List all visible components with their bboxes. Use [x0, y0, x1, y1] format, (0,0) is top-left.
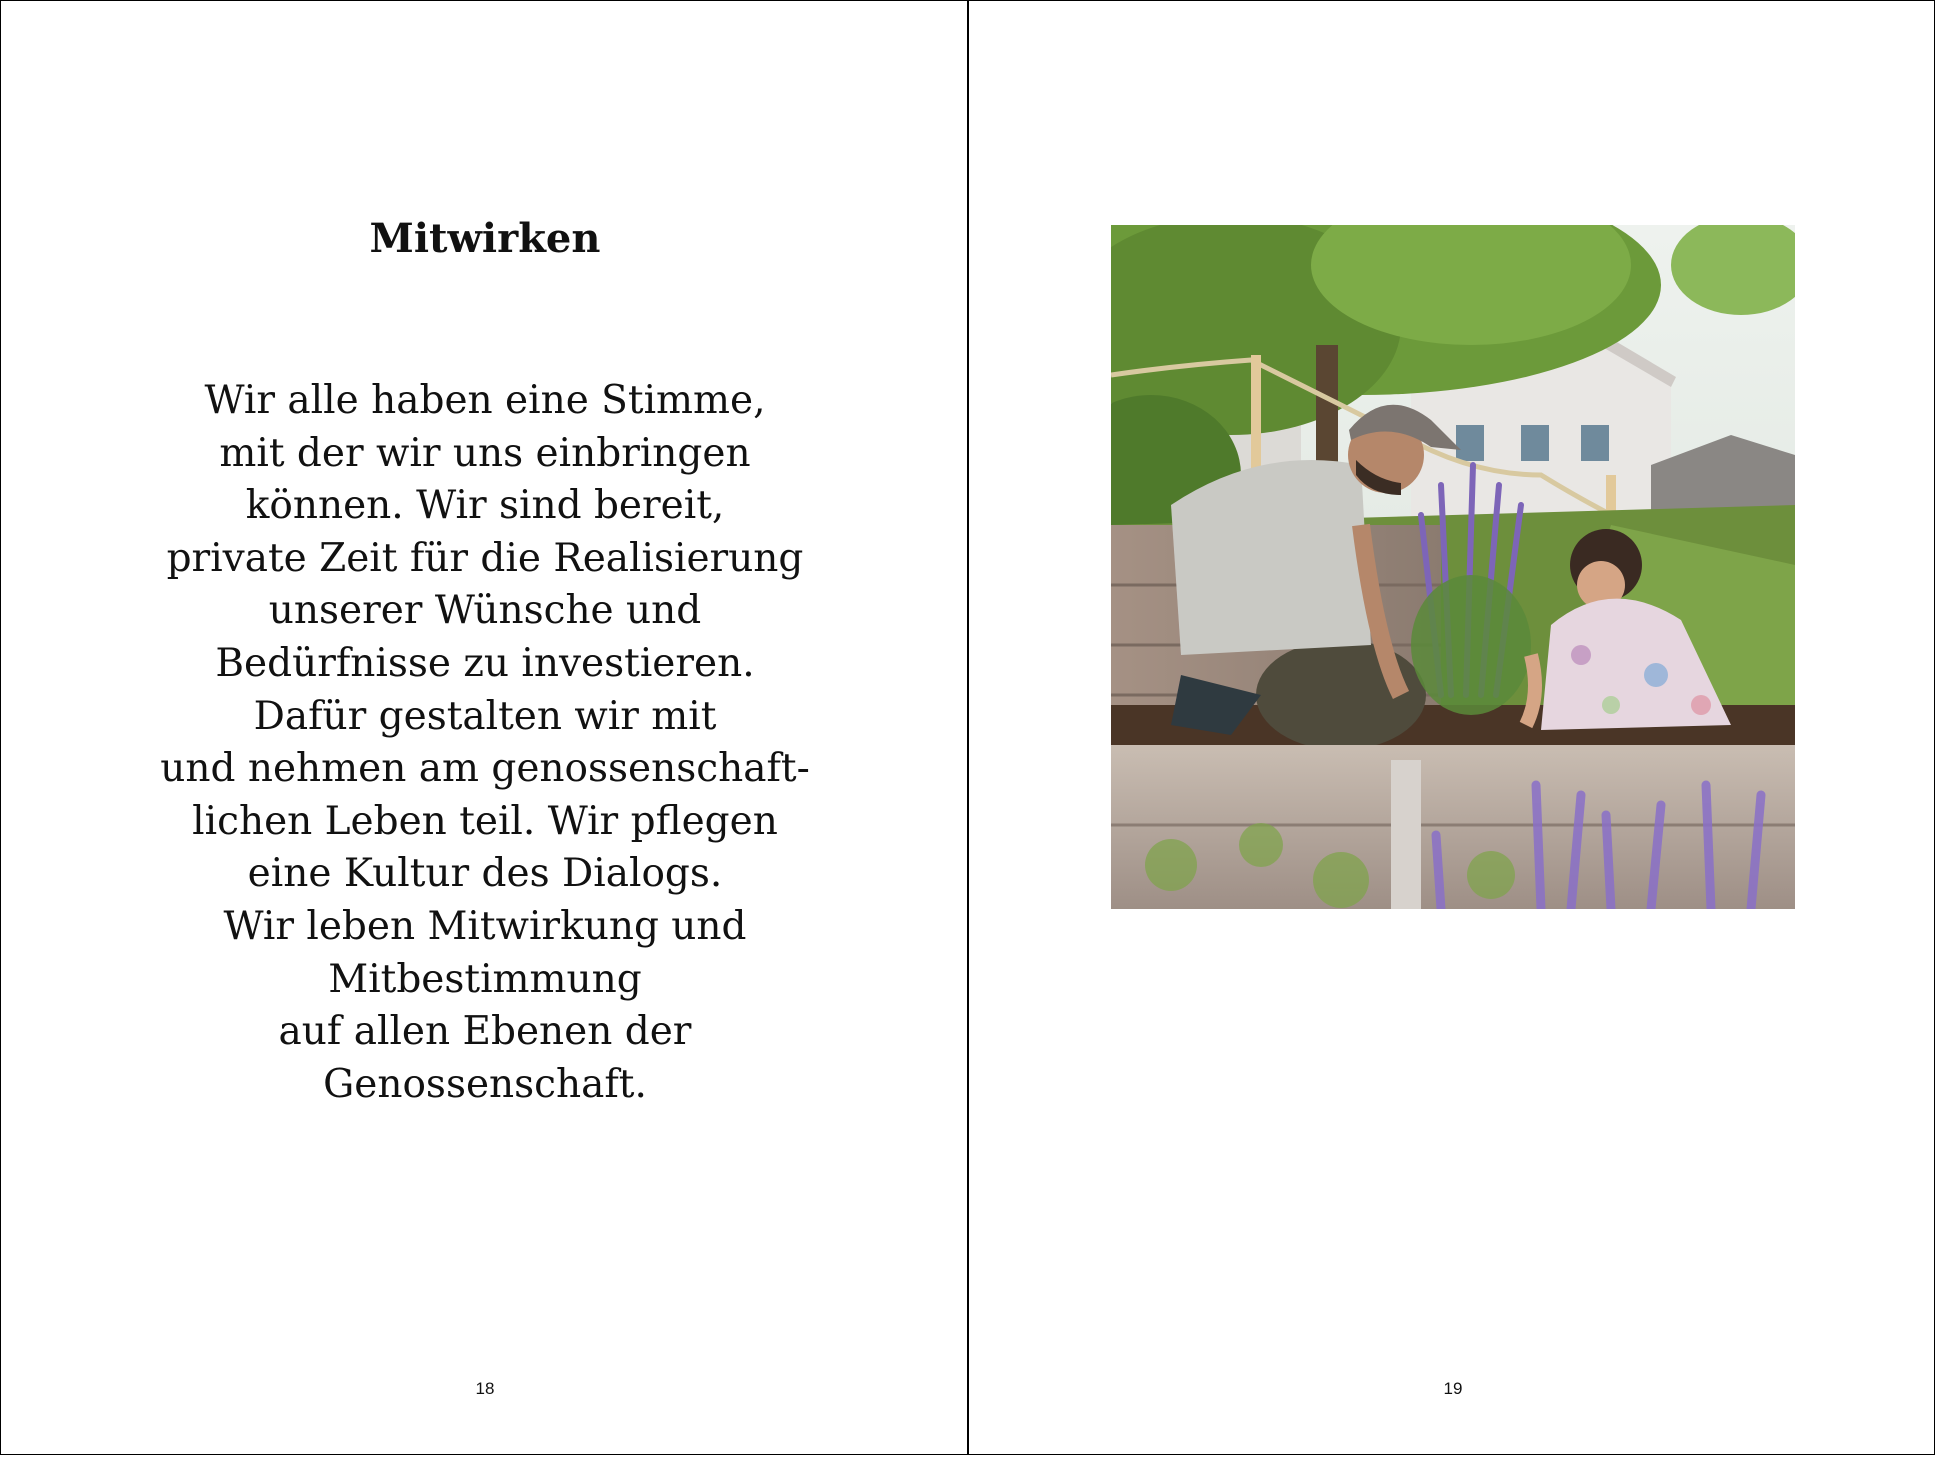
body-line: private Zeit für die Realisierung — [166, 535, 804, 581]
body-line: Dafür gestalten wir mit — [253, 693, 717, 739]
body-line: Genossenschaft. — [323, 1061, 647, 1107]
page-number-right: 19 — [1443, 1379, 1463, 1398]
body-line: und nehmen am genossenschaft- — [160, 746, 810, 792]
body-line: unserer Wünsche und — [268, 588, 702, 634]
body-line: lichen Leben teil. Wir pflegen — [192, 798, 778, 844]
left-page — [1, 1, 969, 1454]
garden-photo-icon — [1111, 225, 1795, 909]
body-text — [91, 375, 879, 1111]
body-line: eine Kultur des Dialogs. — [247, 851, 723, 897]
right-page — [969, 1, 1936, 1454]
body-line: mit der wir uns einbringen — [219, 430, 751, 476]
body-line: können. Wir sind bereit, — [245, 483, 725, 529]
body-line: auf allen Ebenen der — [278, 1009, 692, 1055]
body-line: Wir leben Mitwirkung und — [223, 903, 747, 949]
page-number-left: 18 — [475, 1379, 495, 1398]
body-line: Wir alle haben eine Stimme, — [204, 378, 766, 423]
body-line: Bedürfnisse zu investieren. — [215, 640, 755, 686]
page-heading: Mitwirken — [369, 215, 601, 262]
body-line: Mitbestimmung — [328, 956, 642, 1002]
